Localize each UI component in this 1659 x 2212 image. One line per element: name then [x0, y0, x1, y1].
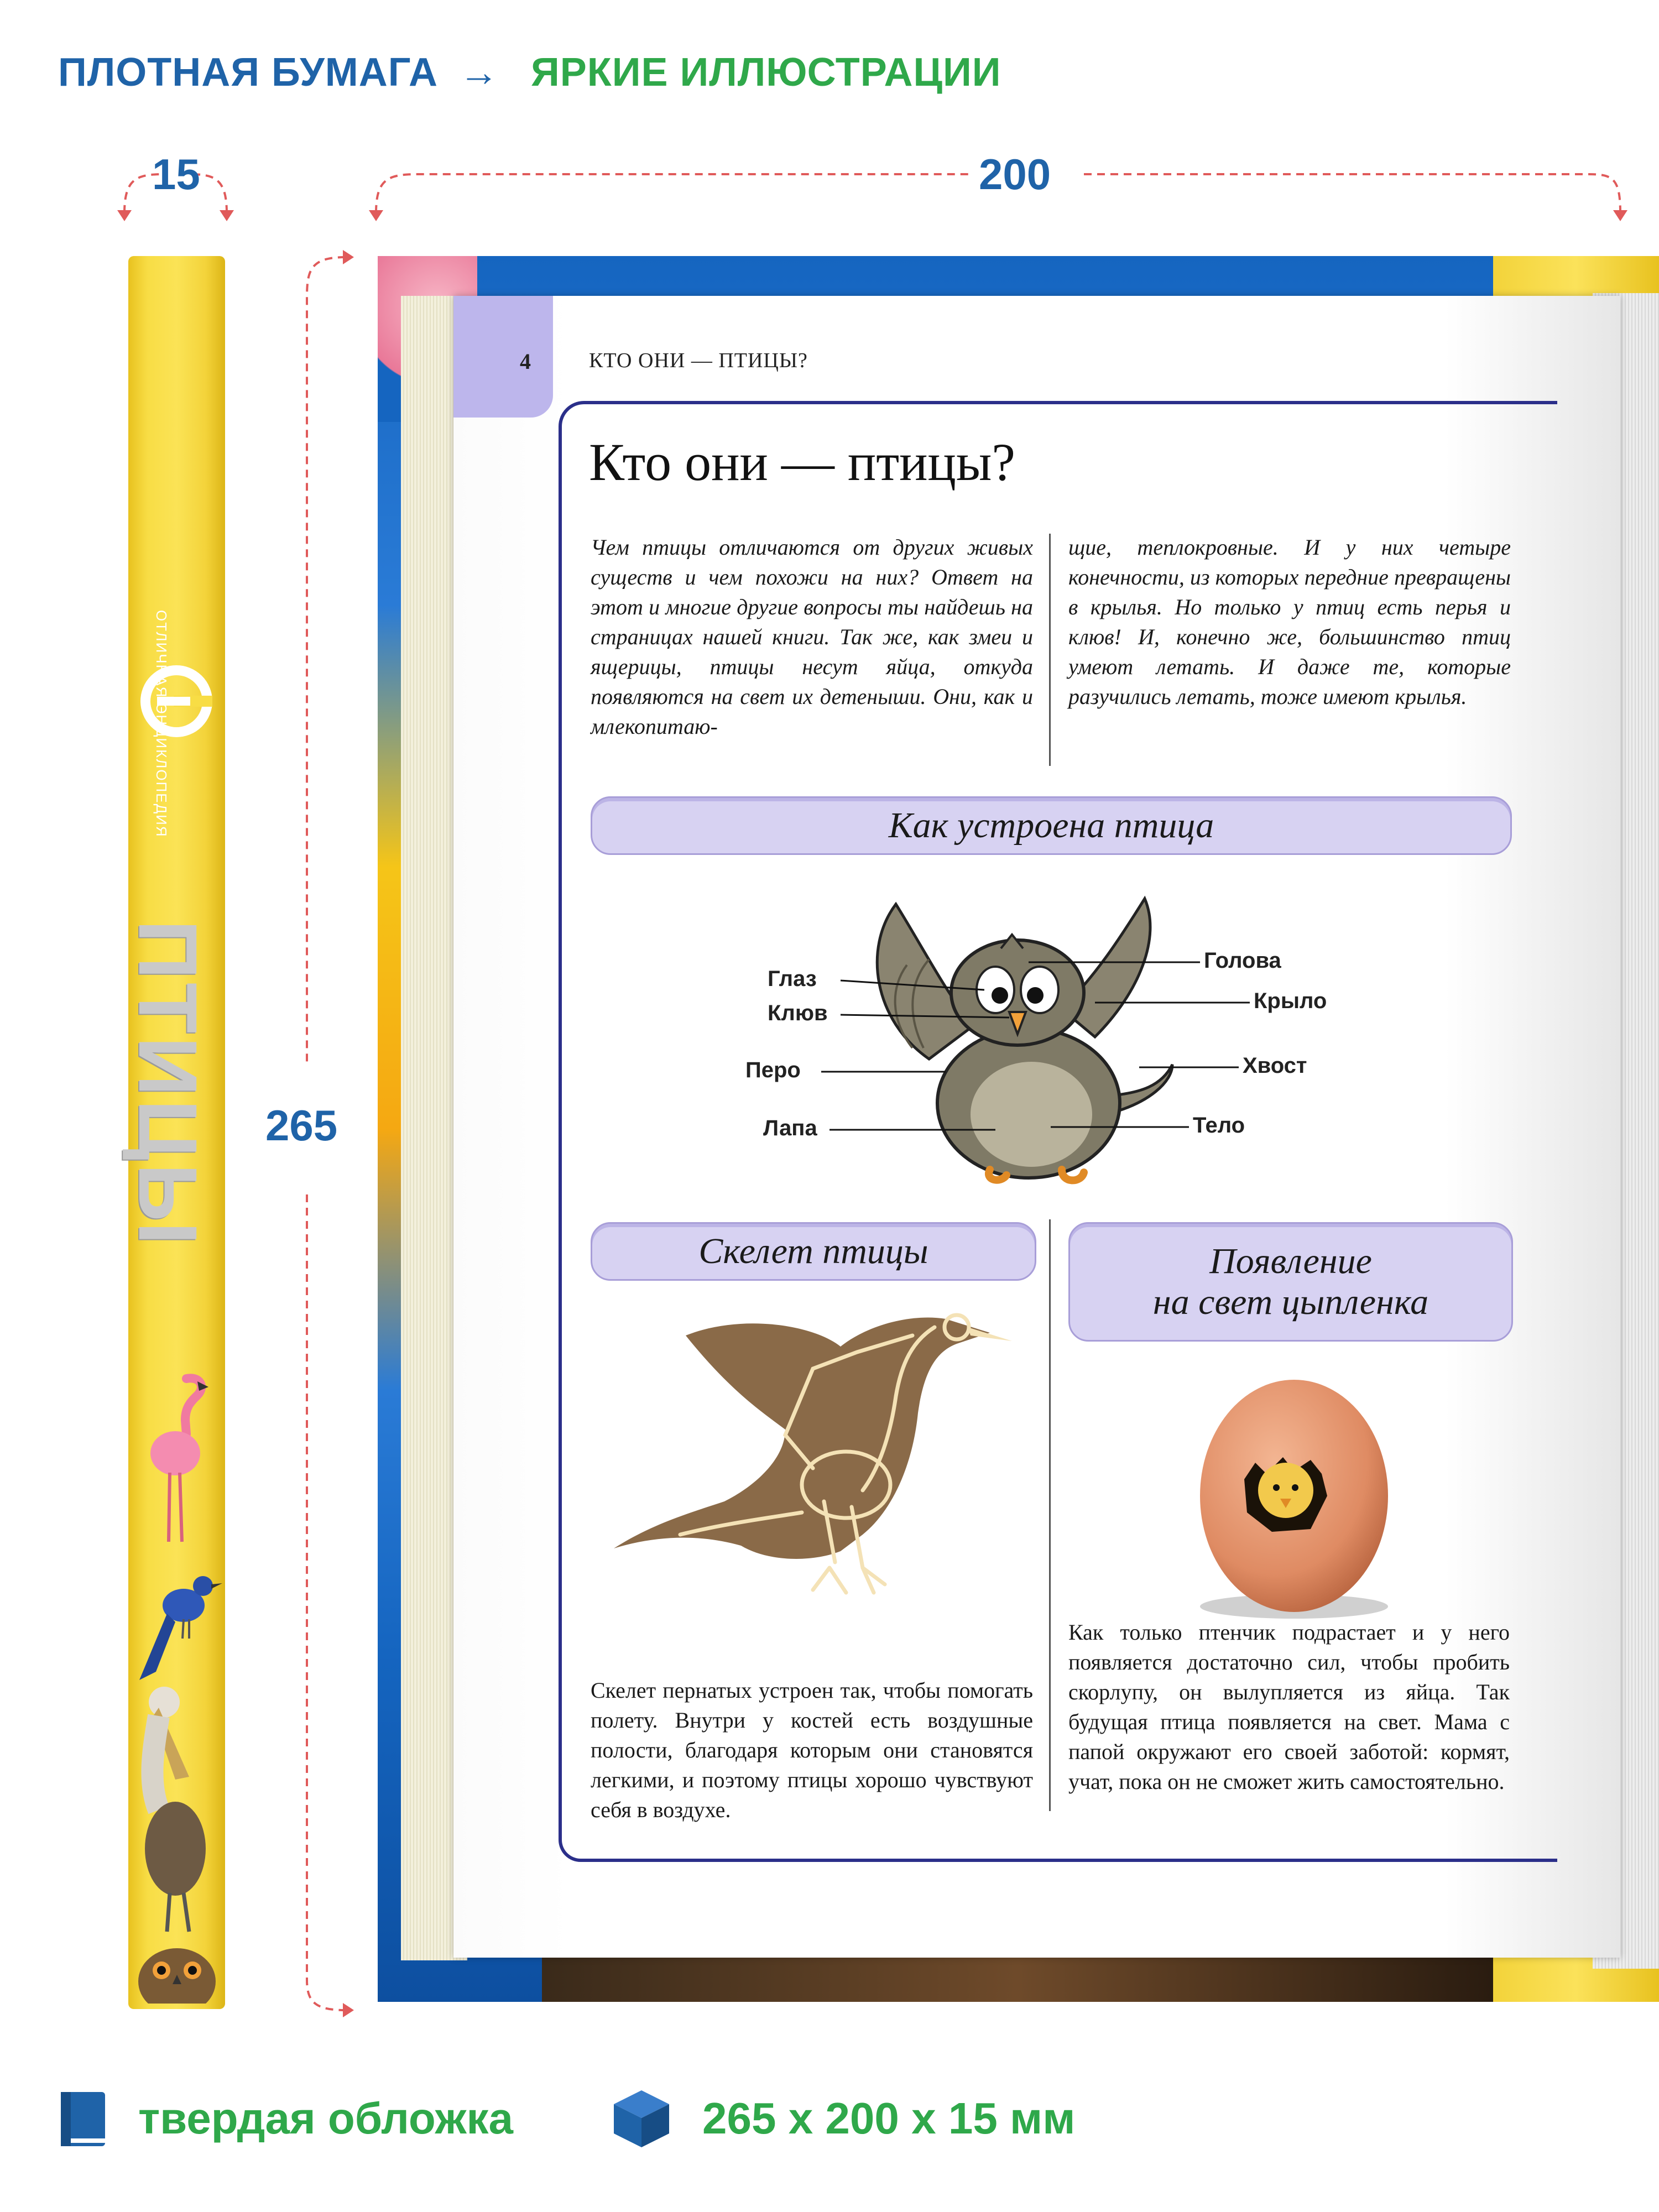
section-skeleton-title: Скелет птицы — [591, 1222, 1036, 1281]
chick-text: Как только птенчик подрастает и у него появляется достаточно сил, чтобы пробить скорлупу, он вылупляется из яйца. Так будущая птица появляется на свет. Мама с папой окружают его своей заботой: кормят, учат, пока он не сможет жить самостоятельно. — [1068, 1620, 1510, 1794]
lower-column-divider — [1049, 1219, 1051, 1811]
spine-brand-text: ОТЛИЧНАЯ ЭНЦИКЛОПЕДИЯ — [153, 610, 170, 838]
label-eye: Глаз — [768, 967, 817, 991]
bird-skeleton-image — [603, 1302, 1023, 1634]
hardcover-label: твердая обложка — [138, 2094, 513, 2143]
section-chick-title — [1068, 1222, 1513, 1342]
section-chick-line2: на свет цыпленка — [1152, 1282, 1429, 1322]
owl-image — [134, 1937, 220, 2004]
section-chick-line1: Появление — [1209, 1241, 1372, 1281]
label-body: Тело — [1193, 1113, 1245, 1138]
label-foot: Лапа — [763, 1116, 817, 1140]
box-icon — [611, 2088, 672, 2148]
hatching-egg-image — [1145, 1363, 1443, 1629]
spine-title: ПТИЦЫ — [122, 920, 215, 1248]
height-label: 265 — [265, 1101, 338, 1150]
label-feather: Перо — [745, 1058, 801, 1082]
column-divider — [1049, 534, 1051, 766]
arrow-icon: → — [459, 50, 499, 95]
feature-dense-paper: ПЛОТНАЯ БУМАГА — [58, 50, 438, 95]
spine-width-label: 15 — [152, 150, 200, 199]
label-wing: Крыло — [1254, 989, 1327, 1013]
bird-anatomy-diagram — [763, 882, 1405, 1203]
page-heading: Кто они — птицы? — [589, 432, 1015, 492]
label-beak: Клюв — [768, 1001, 828, 1025]
flamingo-image — [142, 1373, 214, 1550]
page-width-label: 200 — [979, 150, 1051, 199]
size-label: 265 х 200 х 15 мм — [702, 2094, 1076, 2143]
book-icon — [55, 2088, 111, 2148]
page-number: 4 — [520, 349, 531, 374]
section-structure-title: Как устроена птица — [591, 796, 1512, 855]
intro-left-column: Чем птицы отличаются от других живых существ и чем похожи на них? Ответ на этот и многие другие вопросы ты найдешь на страницах нашей книги. Так же, как змеи и ящерицы, птицы несут яйца, откуда появляются на свет их детеныши. Они, как и млекопитаю- — [591, 535, 1033, 739]
running-head: КТО ОНИ — ПТИЦЫ? — [589, 349, 808, 372]
book-spine — [122, 256, 225, 2009]
label-head: Голова — [1204, 948, 1281, 973]
pelican-image — [137, 1683, 220, 1937]
feature-bright-illustrations: ЯРКИЕ ИЛЛЮСТРАЦИИ — [531, 50, 1001, 95]
cover-bottom-image — [542, 1958, 1493, 2002]
skeleton-text: Скелет пернатых устроен так, чтобы помогать полету. Внутри у костей есть воздушные полости, благодаря которым они становятся легкими, и поэтому птицы хорошо чувствуют себя в воздухе. — [591, 1678, 1033, 1822]
page-corner-band — [453, 296, 553, 418]
blue-bird-image — [134, 1561, 222, 1688]
label-tail: Хвост — [1243, 1053, 1307, 1078]
intro-right-column: щие, теплокровные. И у них четыре конечности, из которых передние превращены в крылья. Но только у птиц есть перья и клюв! И, конечно же, большинство птиц умеют летать. И даже те, которые разучились летать, тоже имеют крылья. — [1068, 535, 1511, 709]
book-page — [453, 296, 1620, 1958]
